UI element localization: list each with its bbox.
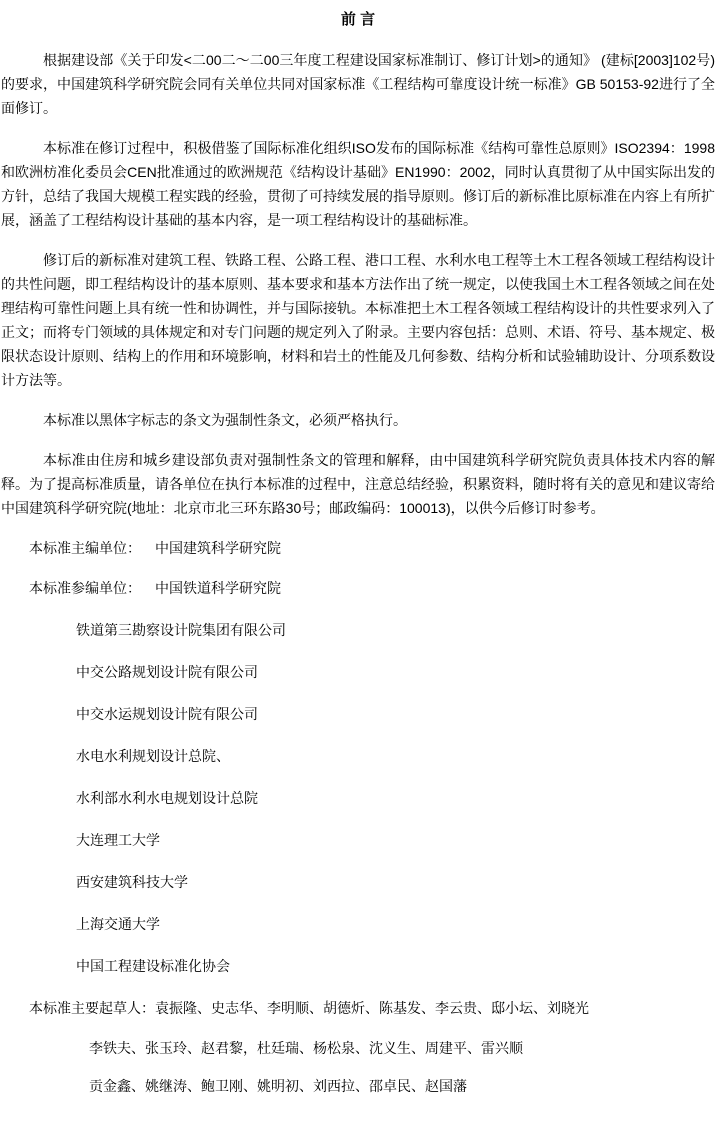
participating-unit-item: 中国工程建设标准化协会 <box>76 958 230 974</box>
participating-unit-item: 西安建筑科技大学 <box>76 874 188 890</box>
participating-unit-item: 大连理工大学 <box>76 832 160 848</box>
participating-editor-value: 中国铁道科学研究院 <box>155 580 281 596</box>
intro-paragraph: 根据建设部《关于印发<二00二～二00三年度工程建设国家标准制订、修订计划>的通知》 (建标[2003]102号)的要求，中国建筑科学研究院会同有关单位共同对国家标准《工程结构可靠度设计统一标准》GB 50153-92进行了全面修订。 <box>1 52 715 116</box>
main-drafters-label: 本标准主要起草人： <box>29 1000 155 1016</box>
participating-unit-item: 中交水运规划设计院有限公司 <box>76 706 258 722</box>
scope-content-paragraph: 修订后的新标准对建筑工程、铁路工程、公路工程、港口工程、水利水电工程等土木工程各领域工程结构设计的共性问题，即工程结构设计的基本原则、基本要求和基本方法作出了统一规定，以使我国土木工程各领域之间在处理结构可靠性问题上具有统一性和协调性，并与国际接轨。本标准把土木工程各领域工程结构设计的共性要求列入了正文；而将专门领域的具体规定和对专门问题的规定列入了附录。主要内容包括：总则、术语、符号、基本规定、极限状态设计原则、结构上的作用和环境影响，材料和岩土的性能及几何参数、结构分析和试验辅助设计、分项系数设计方法等。 <box>1 252 715 388</box>
main-drafters-names: 袁振隆、史志华、李明顺、胡德炘、陈基发、李云贵、邸小坛、刘晓光 <box>155 1000 589 1016</box>
participating-editor-line <box>1 576 715 600</box>
main-drafters-line <box>1 996 715 1020</box>
participating-unit-item: 水利部水利水电规划设计总院 <box>76 790 258 806</box>
page-title: 前 言 <box>340 11 376 28</box>
chief-editor-label: 本标准主编单位： <box>29 540 141 556</box>
participating-editor-label: 本标准参编单位： <box>29 580 141 596</box>
drafters-continuation-line: 贡金鑫、姚继涛、鲍卫刚、姚明初、刘西拉、邵卓民、赵国藩 <box>89 1078 467 1094</box>
participating-unit-item: 水电水利规划设计总院、 <box>76 748 230 764</box>
drafters-continuation-line: 李铁夫、张玉玲、赵君黎，杜廷瑞、杨松泉、沈义生、周建平、雷兴顺 <box>89 1040 523 1056</box>
chief-editor-line <box>1 536 715 560</box>
participating-unit-item: 上海交通大学 <box>76 916 160 932</box>
participating-unit-item: 中交公路规划设计院有限公司 <box>76 664 258 680</box>
administration-feedback-paragraph: 本标准由住房和城乡建设部负责对强制性条文的管理和解释，由中国建筑科学研究院负责具体技术内容的解释。为了提高标准质量，请各单位在执行本标准的过程中，注意总结经验，积累资料，随时将有关的意见和建议寄给中国建筑科学研究院(地址：北京市北三环东路30号；邮政编码：100013)，以供今后修订时参考。 <box>1 452 715 516</box>
revision-process-paragraph: 本标准在修订过程中，积极借鉴了国际标准化组织ISO发布的国际标准《结构可靠性总原则》ISO2394：1998和欧洲枋准化委员会CEN批准通过的欧洲规范《结构设计基础》EN1990：2002，同时认真贯彻了从中国实际出发的方针，总结了我国大规模工程实践的经验，贯彻了可持续发展的指导原则。修订后的新标准比原标准在内容上有所扩展，涵盖了工程结构设计基础的基本内容，是一项工程结构设计的基础标准。 <box>1 140 715 228</box>
participating-unit-item: 铁道第三勘察设计院集团有限公司 <box>76 622 286 638</box>
mandatory-provisions-paragraph: 本标准以黑体字标志的条文为强制性条文，必须严格执行。 <box>43 412 407 428</box>
chief-editor-value: 中国建筑科学研究院 <box>155 540 281 556</box>
